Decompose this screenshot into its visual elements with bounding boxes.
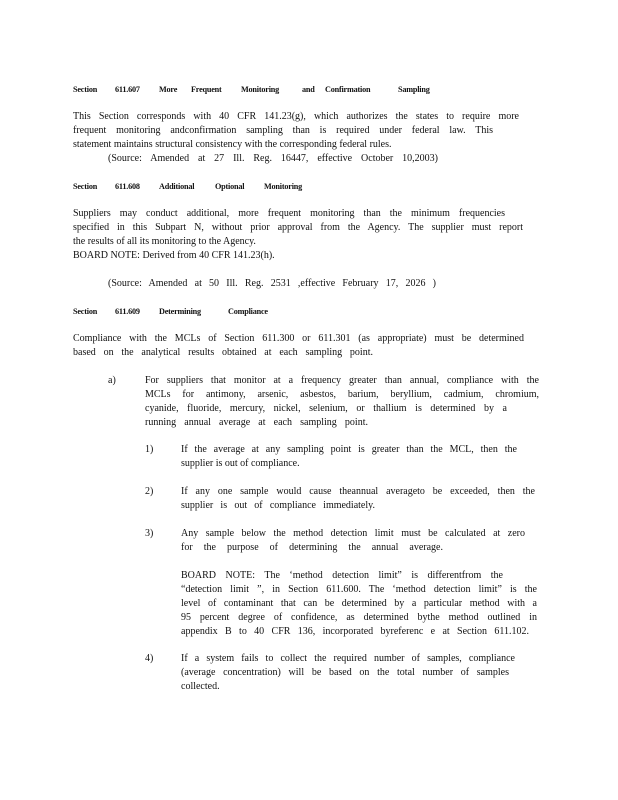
item-1-marker: 1)	[145, 444, 154, 455]
item-line: collected.	[181, 681, 220, 692]
note-line: 95 percent degree of confidence, as determined bythe method outlined in	[181, 612, 537, 623]
heading-word: 611.608	[115, 182, 140, 191]
body-line: the results of all its monitoring to the Agency.	[73, 236, 256, 247]
body-line: frequent monitoring andconfirmation sampling than is required under federal law. This	[73, 125, 493, 136]
note-line: “detection limit ”, in Section 611.600. The ‘method detection limit” is the	[181, 584, 537, 595]
heading-word: Additional	[159, 182, 195, 191]
item-3-marker: 3)	[145, 528, 154, 539]
subsection-line: running annual average at each sampling point.	[145, 417, 368, 428]
heading-word: Monitoring	[241, 85, 280, 94]
item-3-board-note	[181, 569, 537, 639]
item-line: If a system fails to collect the required number of samples, compliance	[181, 653, 515, 664]
source-line: (Source: Amended at 50 Ill. Reg. 2531 ,effective February 17, 2026 )	[108, 278, 436, 289]
item-line: (average concentration) will be based on the total number of samples	[181, 667, 509, 678]
subsection-line: For suppliers that monitor at a frequency greater than annual, compliance with the	[145, 375, 539, 386]
item-1-text	[181, 443, 517, 471]
body-line: Suppliers may conduct additional, more frequent monitoring than the minimum frequencies	[73, 208, 505, 219]
source-note-611-608	[108, 277, 436, 291]
item-line: If the average at any sampling point is greater than the MCL, then the	[181, 444, 517, 455]
subsection-line: cyanide, fluoride, mercury, nickel, selenium, or thallium is determined by a	[145, 403, 507, 414]
section-body-611-608	[73, 207, 523, 263]
heading-word: Section	[73, 182, 98, 191]
source-note-611-607	[108, 152, 438, 166]
item-line: supplier is out of compliance.	[181, 458, 300, 469]
heading-word: Monitoring	[264, 182, 303, 191]
section-body-611-607	[73, 110, 519, 152]
source-line: (Source: Amended at 27 Ill. Reg. 16447, effective October 10,2003)	[108, 153, 438, 164]
subsection-a-marker: a)	[108, 375, 116, 386]
heading-word: Section	[73, 307, 98, 316]
subsection-a-text	[145, 374, 539, 430]
item-line: Any sample below the method detection limit must be calculated at zero	[181, 528, 525, 539]
item-line: If any one sample would cause theannual averageto be exceeded, then the	[181, 486, 535, 497]
heading-word: Section	[73, 85, 98, 94]
heading-word: 611.607	[115, 85, 140, 94]
heading-word: Frequent	[191, 85, 222, 94]
item-2-marker: 2)	[145, 486, 154, 497]
heading-word: Sampling	[398, 85, 430, 94]
item-4-text	[181, 652, 515, 694]
note-line: BOARD NOTE: The ‘method detection limit” is differentfrom the	[181, 570, 503, 581]
heading-word: Confirmation	[325, 85, 371, 94]
item-4-marker: 4)	[145, 653, 154, 664]
body-line: statement maintains structural consistency with the corresponding federal rules.	[73, 139, 392, 150]
note-line: level of contaminant that can be determined by a particular method with a	[181, 598, 537, 609]
body-line: based on the analytical results obtained at each sampling point.	[73, 347, 373, 358]
item-2-text	[181, 485, 535, 513]
body-line: This Section corresponds with 40 CFR 141.23(g), which authorizes the states to require more	[73, 111, 519, 122]
heading-word: and	[302, 85, 315, 94]
heading-word: Determining	[159, 307, 201, 316]
item-3-text	[181, 527, 525, 555]
subsection-line: MCLs for antimony, arsenic, asbestos, barium, beryllium, cadmium, chromium,	[145, 389, 539, 400]
body-line: specified in this Subpart N, without prior approval from the Agency. The supplier must report	[73, 222, 523, 233]
body-line: Compliance with the MCLs of Section 611.300 or 611.301 (as appropriate) must be determined	[73, 333, 524, 344]
body-line: BOARD NOTE: Derived from 40 CFR 141.23(h).	[73, 250, 275, 261]
heading-word: Compliance	[228, 307, 268, 316]
item-line: for the purpose of determining the annual average.	[181, 542, 443, 553]
section-body-611-609	[73, 332, 524, 360]
heading-word: Optional	[215, 182, 245, 191]
heading-word: 611.609	[115, 307, 140, 316]
note-line: appendix B to 40 CFR 136, incorporated byreferenc e at Section 611.102.	[181, 626, 529, 637]
item-line: supplier is out of compliance immediately.	[181, 500, 375, 511]
heading-word: More	[159, 85, 178, 94]
